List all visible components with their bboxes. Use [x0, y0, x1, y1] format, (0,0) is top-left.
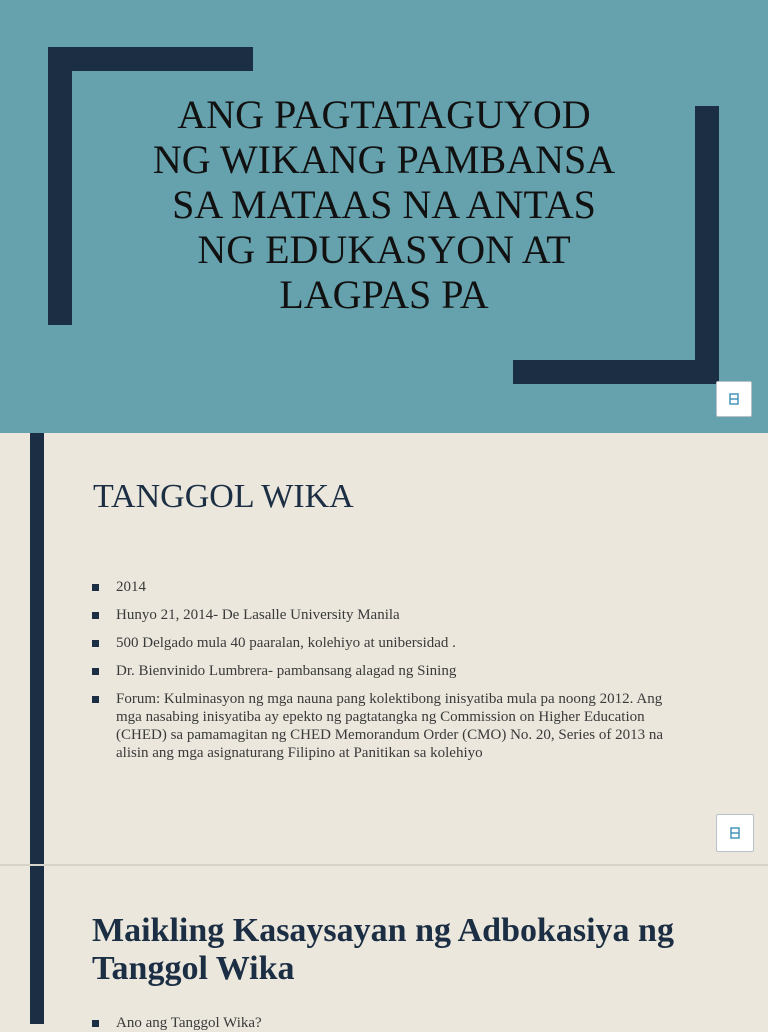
title-line: NG EDUKASYON AT — [197, 227, 571, 272]
list-item: 2014 — [92, 578, 692, 596]
list-item: Hunyo 21, 2014- De Lasalle University Manila — [92, 606, 692, 624]
title-line: SA MATAAS NA ANTAS — [172, 182, 596, 227]
title-line: NG WIKANG PAMBANSA — [152, 137, 616, 182]
slide-viewer-button[interactable] — [716, 814, 754, 852]
list-item: 500 Delgado mula 40 paaralan, kolehiyo at unibersidad . — [92, 634, 692, 652]
slide-divider — [0, 864, 768, 866]
title-line: LAGPAS PA — [279, 272, 489, 317]
slide-2-title: TANGGOL WIKA — [93, 478, 354, 515]
slide-viewer-button[interactable] — [716, 381, 752, 417]
slide-viewer-icon — [730, 827, 740, 839]
slide-viewer-icon — [729, 393, 739, 405]
top-left-bracket-horizontal — [48, 47, 253, 71]
slide-1-title — [110, 92, 658, 317]
slide-2-left-accent-bar — [30, 433, 44, 864]
top-left-bracket-vertical — [48, 47, 72, 325]
bottom-right-bracket-horizontal — [513, 360, 719, 384]
bottom-right-bracket-vertical — [695, 106, 719, 384]
list-item: Dr. Bienvinido Lumbrera- pambansang alagad ng Sining — [92, 662, 692, 680]
slide-1 — [0, 0, 768, 433]
list-item: Forum: Kulminasyon ng mga nauna pang kolektibong inisyatiba mula pa noong 2012. Ang mga nasabing inisyatiba ay epekto ng pagtatangka ng Commission on Higher Education (CHED) sa pamamagitan ng CHED Memorandum Order (CMO) No. 20, Series of 2013 na alisin ang mga asignaturang Filipino at Panitikan sa kolehiyo — [92, 690, 672, 762]
slide-3-title: Maikling Kasaysayan ng Adbokasiya ng Tanggol Wika — [92, 912, 674, 987]
slide-3-bullet-list — [92, 1014, 692, 1032]
slide-2-bullet-list — [92, 578, 692, 772]
slide-3-left-accent-bar — [30, 866, 44, 1024]
list-item: Ano ang Tanggol Wika? — [92, 1014, 692, 1032]
title-line: ANG PAGTATAGUYOD — [177, 92, 591, 137]
